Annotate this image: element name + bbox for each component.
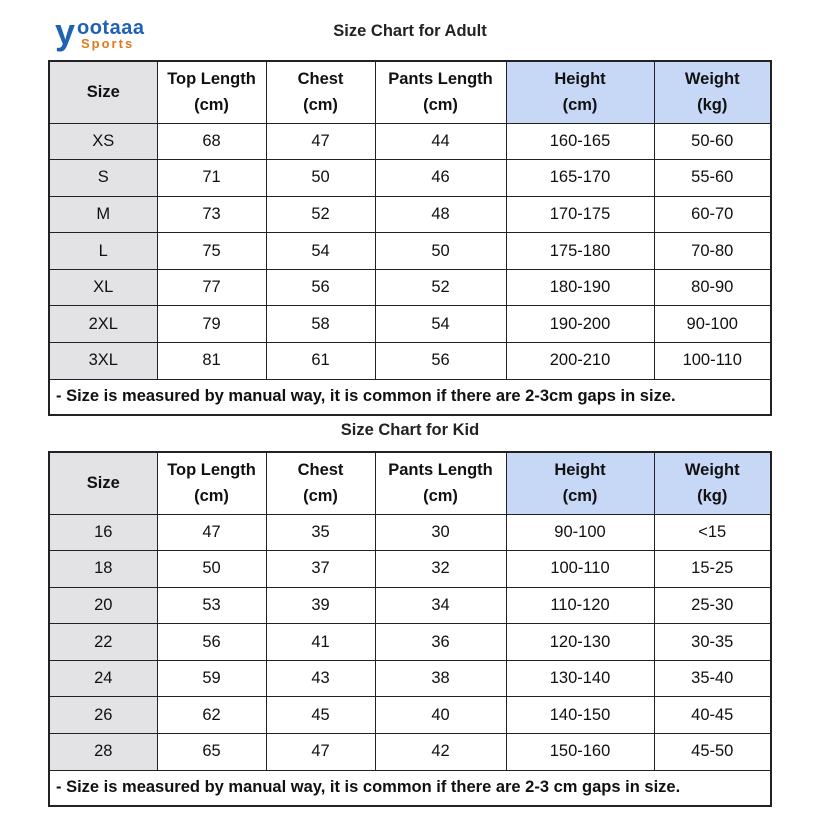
kid-header-top [157, 452, 266, 514]
table-cell: 68 [157, 123, 266, 160]
kid-header-row [49, 452, 771, 514]
size-cell: M [49, 196, 157, 233]
adult-header-chest [266, 61, 375, 123]
table-cell: 53 [157, 587, 266, 624]
header-line: Weight [684, 70, 740, 89]
header-line: Weight [684, 461, 740, 480]
table-cell: 37 [266, 551, 375, 588]
table-cell: 48 [375, 196, 506, 233]
kid-header-chest [266, 452, 375, 514]
table-cell: 46 [375, 160, 506, 197]
table-cell: 175-180 [506, 233, 654, 270]
table-cell: 50 [157, 551, 266, 588]
table-cell: 40 [375, 697, 506, 734]
table-cell: 77 [157, 269, 266, 306]
table-cell: 150-160 [506, 734, 654, 771]
table-row [49, 734, 771, 771]
table-cell: 43 [266, 660, 375, 697]
table-row [49, 697, 771, 734]
header-line: Top Length [167, 70, 256, 89]
table-cell: 58 [266, 306, 375, 343]
header-line: (cm) [423, 487, 458, 506]
table-cell: 36 [375, 624, 506, 661]
table-row [49, 551, 771, 588]
table-row [49, 233, 771, 270]
size-cell: 3XL [49, 343, 157, 380]
header-line: (kg) [697, 487, 728, 506]
table-row [49, 587, 771, 624]
table-cell: 50 [266, 160, 375, 197]
header-label: Size [86, 83, 120, 102]
table-cell: 90-100 [654, 306, 771, 343]
table-cell: 40-45 [654, 697, 771, 734]
table-cell: 100-110 [654, 343, 771, 380]
table-cell: 165-170 [506, 160, 654, 197]
table-cell: <15 [654, 514, 771, 551]
size-cell: XL [49, 269, 157, 306]
header-line: Top Length [167, 461, 256, 480]
kid-note-row [49, 770, 771, 806]
table-cell: 35 [266, 514, 375, 551]
measurement-note: - Size is measured by manual way, it is common if there are 2-3cm gaps in size. [49, 379, 771, 415]
table-cell: 190-200 [506, 306, 654, 343]
adult-size-table [48, 60, 772, 416]
table-cell: 55-60 [654, 160, 771, 197]
table-cell: 62 [157, 697, 266, 734]
table-cell: 52 [375, 269, 506, 306]
kid-chart-title: Size Chart for Kid [340, 421, 480, 439]
table-cell: 110-120 [506, 587, 654, 624]
header-line: (cm) [194, 96, 229, 115]
header-line: Pants Length [388, 70, 493, 89]
table-cell: 90-100 [506, 514, 654, 551]
logo-initial: y [55, 11, 76, 52]
table-cell: 75 [157, 233, 266, 270]
table-cell: 39 [266, 587, 375, 624]
adult-note-row [49, 379, 771, 415]
size-cell: 16 [49, 514, 157, 551]
header-line: Height [554, 70, 606, 89]
table-cell: 81 [157, 343, 266, 380]
header-line: (kg) [697, 96, 728, 115]
table-row [49, 306, 771, 343]
kid-header-pants [375, 452, 506, 514]
header-label: Size [86, 474, 120, 493]
table-cell: 56 [375, 343, 506, 380]
table-cell: 25-30 [654, 587, 771, 624]
table-row [49, 123, 771, 160]
table-cell: 45 [266, 697, 375, 734]
header-line: Chest [297, 461, 344, 480]
table-cell: 38 [375, 660, 506, 697]
table-cell: 120-130 [506, 624, 654, 661]
size-cell: 24 [49, 660, 157, 697]
table-cell: 56 [157, 624, 266, 661]
header-line: Chest [297, 70, 344, 89]
table-cell: 45-50 [654, 734, 771, 771]
table-cell: 170-175 [506, 196, 654, 233]
table-row [49, 160, 771, 197]
table-cell: 35-40 [654, 660, 771, 697]
table-cell: 47 [157, 514, 266, 551]
table-cell: 160-165 [506, 123, 654, 160]
logo-brand-text: ootaaa [77, 17, 145, 39]
size-cell: 20 [49, 587, 157, 624]
kid-header-size [49, 452, 157, 514]
table-cell: 30 [375, 514, 506, 551]
header-line: (cm) [562, 487, 598, 506]
header-line: (cm) [303, 487, 338, 506]
table-cell: 65 [157, 734, 266, 771]
table-cell: 140-150 [506, 697, 654, 734]
size-cell: 18 [49, 551, 157, 588]
size-cell: 28 [49, 734, 157, 771]
table-cell: 200-210 [506, 343, 654, 380]
size-cell: XS [49, 123, 157, 160]
table-row [49, 269, 771, 306]
header-line: (cm) [562, 96, 598, 115]
table-cell: 80-90 [654, 269, 771, 306]
kid-header-weight [654, 452, 771, 514]
table-cell: 54 [266, 233, 375, 270]
table-cell: 54 [375, 306, 506, 343]
table-cell: 50 [375, 233, 506, 270]
table-row [49, 624, 771, 661]
table-row [49, 343, 771, 380]
table-cell: 130-140 [506, 660, 654, 697]
size-cell: L [49, 233, 157, 270]
adult-header-pants [375, 61, 506, 123]
table-cell: 100-110 [506, 551, 654, 588]
table-cell: 41 [266, 624, 375, 661]
table-cell: 47 [266, 734, 375, 771]
header-line: (cm) [303, 96, 338, 115]
table-cell: 61 [266, 343, 375, 380]
adult-header-height [506, 61, 654, 123]
table-cell: 34 [375, 587, 506, 624]
table-cell: 79 [157, 306, 266, 343]
adult-header-weight [654, 61, 771, 123]
table-cell: 15-25 [654, 551, 771, 588]
table-cell: 59 [157, 660, 266, 697]
size-cell: 2XL [49, 306, 157, 343]
adult-header-size [49, 61, 157, 123]
table-cell: 32 [375, 551, 506, 588]
adult-header-row [49, 61, 771, 123]
table-cell: 30-35 [654, 624, 771, 661]
table-cell: 71 [157, 160, 266, 197]
header-line: Pants Length [388, 461, 493, 480]
header-line: Height [554, 461, 606, 480]
table-cell: 47 [266, 123, 375, 160]
size-cell: 22 [49, 624, 157, 661]
table-cell: 44 [375, 123, 506, 160]
size-cell: S [49, 160, 157, 197]
table-cell: 56 [266, 269, 375, 306]
table-row [49, 660, 771, 697]
size-cell: 26 [49, 697, 157, 734]
table-cell: 52 [266, 196, 375, 233]
table-cell: 73 [157, 196, 266, 233]
kid-header-height [506, 452, 654, 514]
table-cell: 50-60 [654, 123, 771, 160]
adult-header-top [157, 61, 266, 123]
adult-chart-title: Size Chart for Adult [333, 22, 487, 40]
table-cell: 70-80 [654, 233, 771, 270]
table-row [49, 514, 771, 551]
header-line: (cm) [194, 487, 229, 506]
measurement-note: - Size is measured by manual way, it is common if there are 2-3 cm gaps in size. [49, 770, 771, 806]
table-row [49, 196, 771, 233]
table-cell: 60-70 [654, 196, 771, 233]
table-cell: 42 [375, 734, 506, 771]
header-line: (cm) [423, 96, 458, 115]
logo-subtitle: Sports [81, 36, 135, 51]
kid-size-table [48, 451, 772, 807]
table-cell: 180-190 [506, 269, 654, 306]
